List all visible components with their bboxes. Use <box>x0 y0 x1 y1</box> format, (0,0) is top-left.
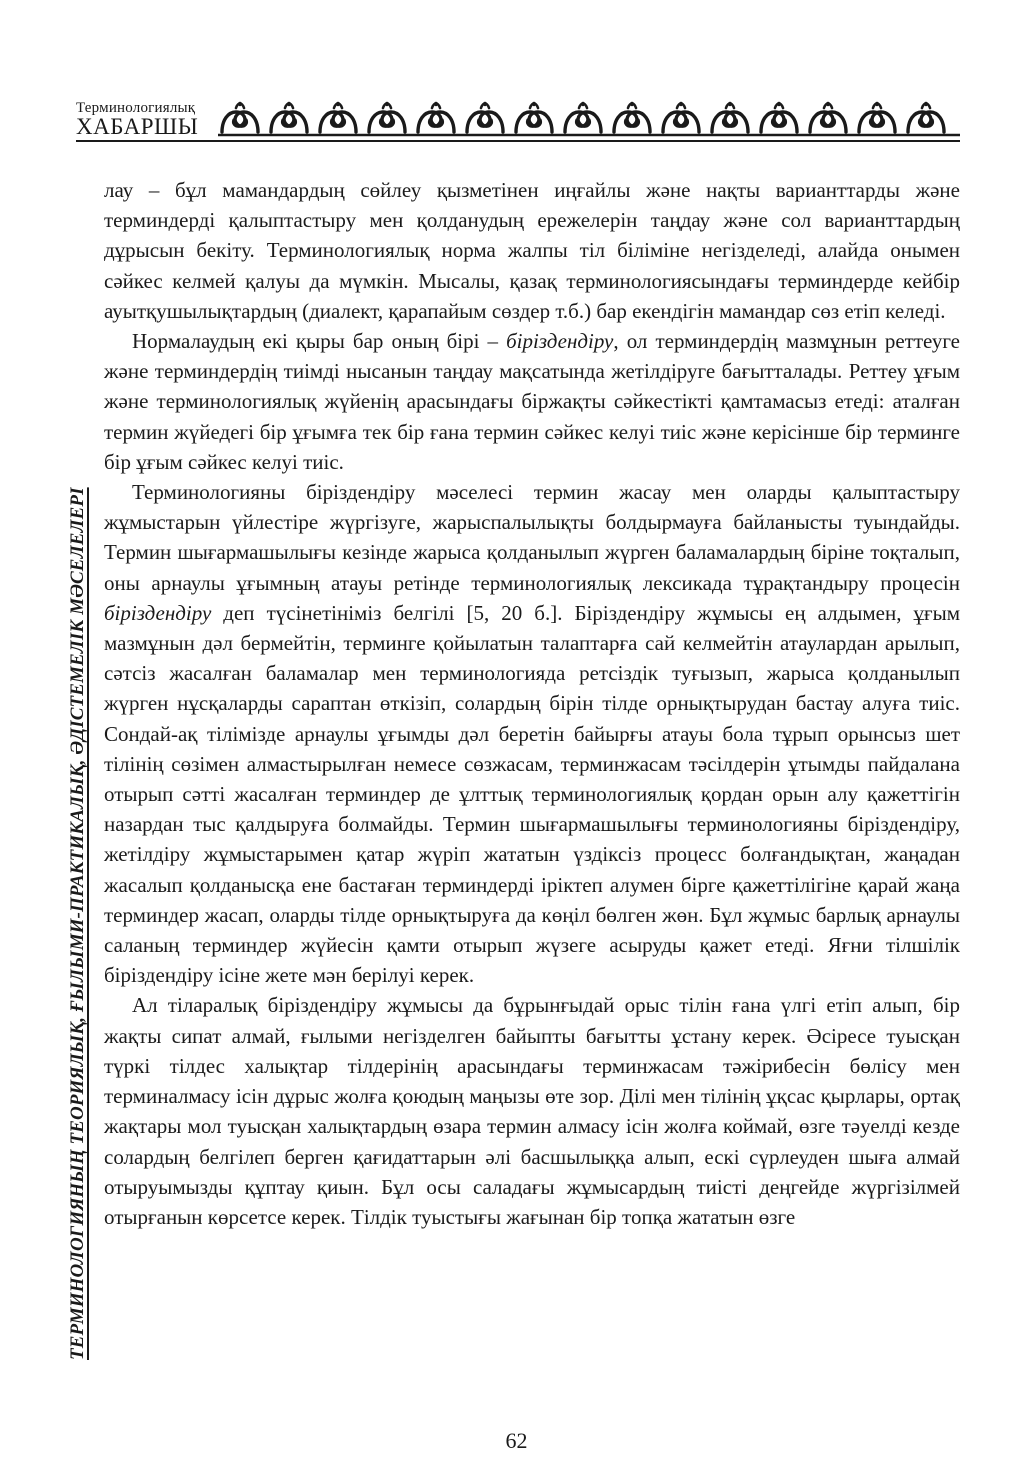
paragraph-2-text-a: Нормалаудың екі қыры бар оның бірі – <box>132 329 507 354</box>
ornament-border-icon <box>218 96 960 138</box>
journal-name-big: ХАБАРШЫ <box>76 114 199 139</box>
vertical-section-title: ТЕРМИНОЛОГИЯНЫҢ ТЕОРИЯЛЫҚ, ҒЫЛЫМИ-ПРАКТИКАЛЫҚ, ӘДІСТЕМЕЛІК МӘСЕЛЕЛЕРІ <box>67 487 88 1360</box>
journal-name-small: Терминологиялық <box>76 100 196 116</box>
paragraph-1: лау – бұл мамандардың сөйлеу қызметінен иңғайлы және нақты варианттарды және терминдерді қалыптастыру мен қолданудың ережелерін таңдау және сол варианттардың дұрысын бекіту. Терминологиялық норма жалпы тіл біліміне негізделеді, алайда онымен сәйкес келмей қалуы да мүмкін. Мысалы, қазақ терминологиясындағы терминдерде кейбір ауытқушылықтардың (диалект, қарапайым сөздер т.б.) бар екендігін мамандар сөз етіп келеді. <box>104 178 960 323</box>
paragraph-3-text-b: деп түсінетініміз белгілі [5, 20 б.]. Біріздендіру жұмысы ең алдымен, ұғым мазмұнын дәл бермейтін, терминге қойылатын талаптарға сай келмейтін атаулардан арылып, сәтсіз жасалған баламалар мен терминологияда ретсіздік туғызып, жарыса қолданылып жүрген нұсқаларды сараптан өткізіп, солардың бірін тілде орнықтырудан бастау алуға тиіс. Сондай-ақ тілімізде арнаулы ұғымды дәл беретін байырғы атауы бола тұрып орынсыз шет тілінің сөзімен алмастырылған немесе сөзжасам, терминжасам тәсілдерін ұтымды пайдалана отырып сәтті жасалған терминдер де ұлттық терминологиялық қордан орын алу қажеттігін назардан тыс қалдыруға болмайды. Термин шығармашылығы терминологияны біріздендіру, жетілдіру жұмыстарымен қатар жүріп жататын үздіксіз процесс болғандықтан, жаңадан жасалып қолданысқа ене бастаған терминдерді іріктеп алумен бірге қажеттілігіне қарай жаңа терминдер жасап, оларды тілде орнықтыруға да көңіл бөлген жөн. Бұл жұмыс барлық арнаулы саланың терминдер жүйесін қамти отырып жүзеге асыруды қажет етеді. Яғни тілшілік біріздендіру ісіне жете мән берілуі керек. <box>104 600 960 988</box>
paragraph-2 <box>104 326 960 477</box>
header-divider <box>76 140 960 142</box>
article-body <box>104 175 960 1232</box>
paragraph-3 <box>104 477 960 990</box>
paragraph-3-italic-term: біріздендіру <box>104 600 212 625</box>
paragraph-4: Ал тіларалық біріздендіру жұмысы да бұрынғыдай орыс тілін ғана үлгі етіп алып, бір жақты сипат алмай, ғылыми негізделген байыпты бағытты ұстану керек. Әсіресе туысқан түркі тілдес халықтар тілдерінің арасындағы терминжасам тәжірибесін бөлісу мен терминалмасу ісін дұрыс жолға қоюдың маңызы өте зор. Ділі мен тілінің ұқсас қырлары, ортақ жақтары мол туысқан халықтардың өзара термин алмасу ісін жолға коймай, өзге тәуелді кезде солардың белгілеп берген қағидаттарын әлі басшылыққа алып, ескі сүрлеуден шыға алмай отыруымызды құптау қиын. Бұл осы саладағы жұмысардың тиісті деңгейде жүргізілмей отырғанын көрсетсе керек. Тілдік туыстығы жағынан бір топқа жататын өзге <box>104 993 960 1229</box>
paragraph-3-text-a: Терминологияны біріздендіру мәселесі термин жасау мен оларды қалыптастыру жұмыстарын үйлестіре жүргізуге, жарыспалылықты болдырмауға байланысты туындайды. Термин шығармашылығы кезінде жарыса қолданылып жүрген баламалардың біріне тоқталып, оны арнаулы ұғымның атауы ретінде терминологиялық лексикада тұрақтандыру процесін <box>104 480 960 595</box>
page-number: 62 <box>505 1428 528 1453</box>
journal-header <box>76 96 960 146</box>
paragraph-2-italic-term: біріздендіру <box>506 329 614 354</box>
paragraph-2-text-b: , ол терминдердің мазмұнын реттеуге және терминдердің тиімді нысанын таңдау мақсатында жетілдіруге бағытталады. Реттеу ұғым және терминологиялық жүйенің арасындағы біржақты сәйкестікті қамтамасыз етеді: аталған термин жүйедегі бір ұғымға тек бір ғана термин сәйкес келуі тиіс және керісінше бір терминге бір ұғым сәйкес келуі тиіс. <box>104 329 960 474</box>
